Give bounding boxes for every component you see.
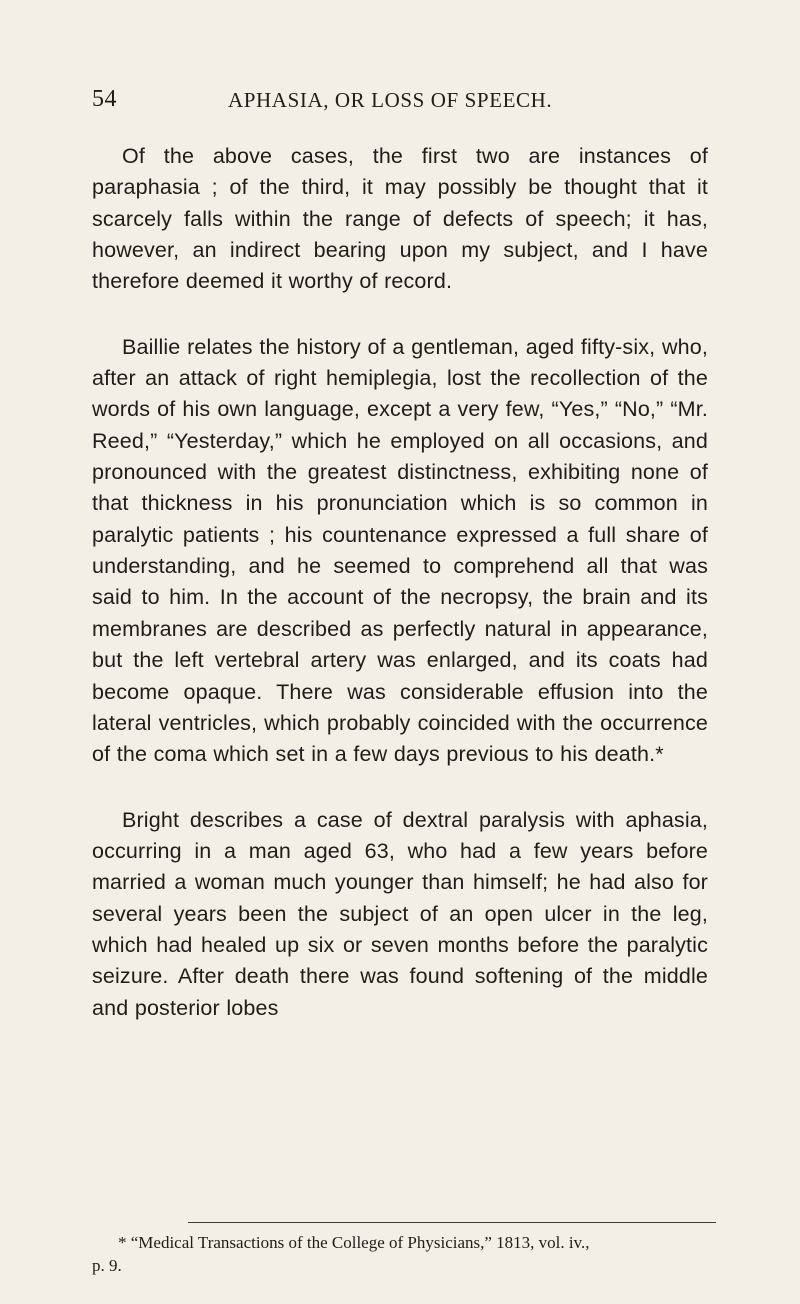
page-number: 54 (92, 86, 117, 112)
footnote (92, 1231, 712, 1277)
body-text (92, 141, 708, 1058)
paragraph-paraphasia: Of the above cases, the first two are instances of paraphasia ; of the third, it may possibly be thought that it scarcely falls within the range of defects of speech; it has, however, an indirect bearing upon my subject, and I have therefore deemed it worthy of record. (92, 144, 708, 294)
footnote-page-ref: p. 9. (92, 1256, 122, 1275)
paragraph-baillie: Baillie relates the history of a gentleman, aged fifty-six, who, after an attack of right hemiplegia, lost the recollection of the words of his own language, except a very few, “Yes,” “No,” “Mr. Reed,” “Yesterday,” which he employed on all occasions, and pronounced with the greatest distinctness, exhibiting none of that thickness in his pronunciation which is so common in paralytic patients ; his countenance expressed a full share of understanding, and he seemed to comprehend all that was said to him. In the account of the necropsy, the brain and its membranes are described as perfectly natural in appearance, but the left vertebral artery was enlarged, and its coats had become opaque. There was considerable effusion into the lateral ventricles, which probably coincided with the occurrence of the coma which set in a few days previous to his death.* (92, 334, 708, 767)
footnote-citation: * “Medical Transactions of the College of Physicians,” 1813, vol. iv., (118, 1233, 590, 1252)
running-title: APHASIA, OR LOSS OF SPEECH. (228, 88, 553, 112)
footnote-divider (188, 1222, 716, 1223)
paragraph-bright: Bright describes a case of dextral paralysis with aphasia, occurring in a man aged 63, who had a few years before married a woman much younger than himself; he had also for several years been the subject of an open ulcer in the leg, which had healed up six or seven months before the paralytic seizure. After death there was found softening of the middle and posterior lobes (92, 807, 708, 1020)
running-header (92, 86, 712, 120)
